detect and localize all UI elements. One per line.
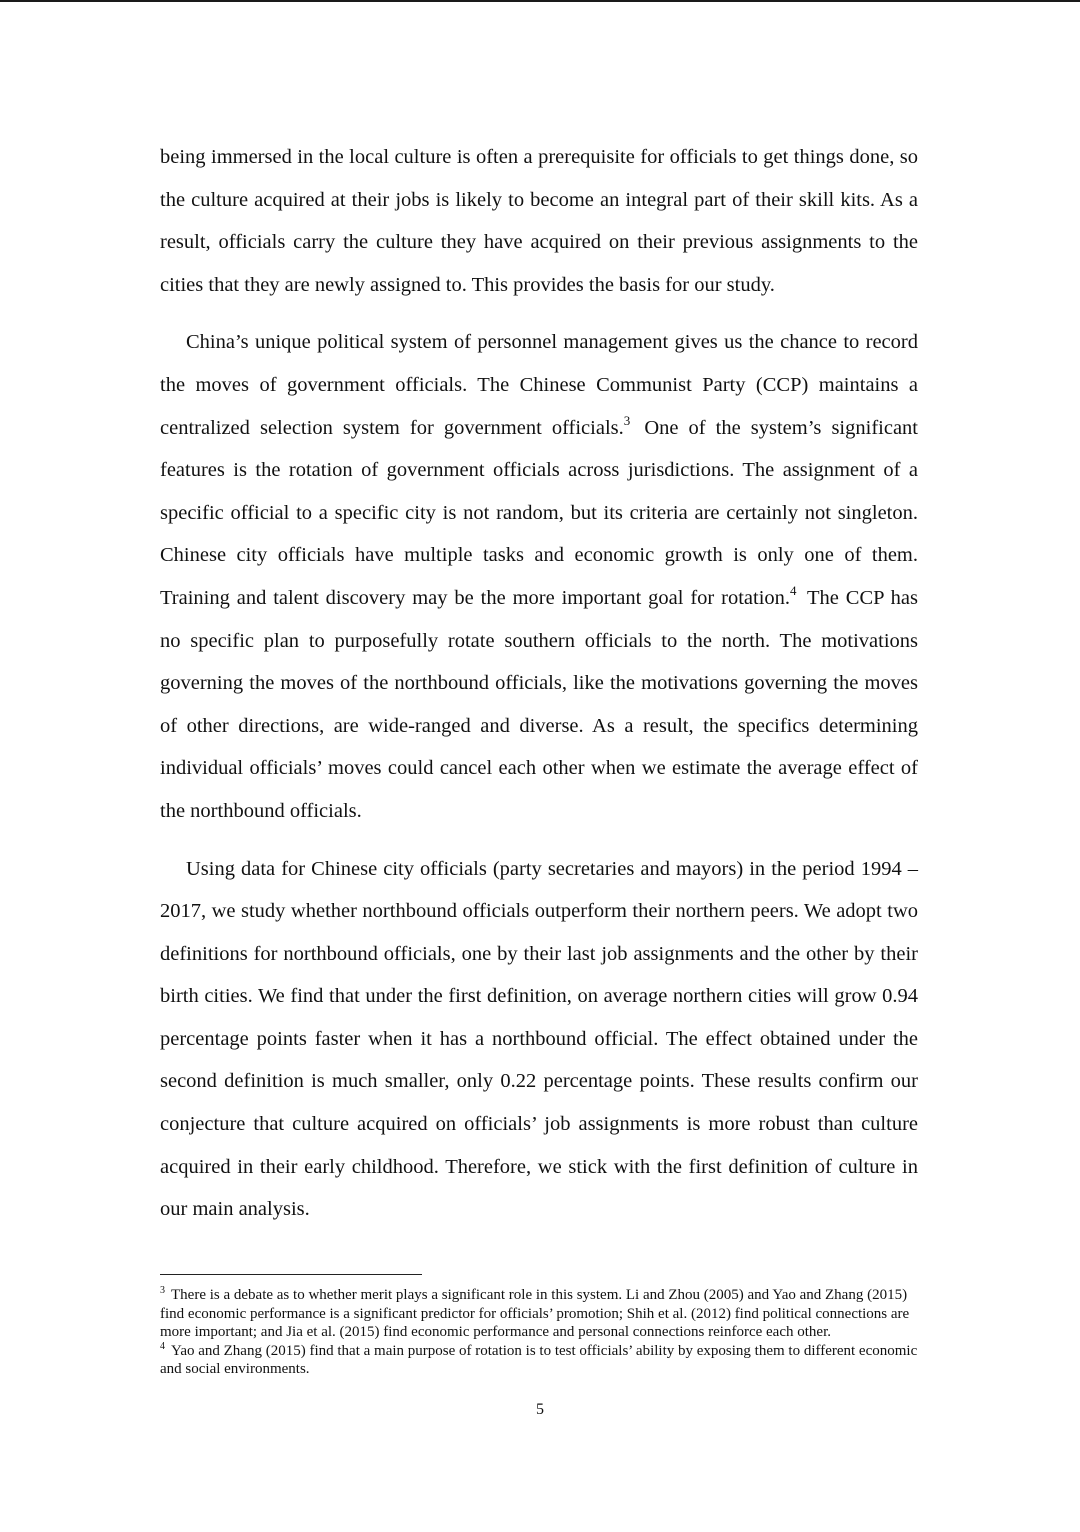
footnote-3-text: There is a debate as to whether merit plays a significant role in this system. Li and Zhou (2005) and Yao and Zhang (2015) find economic performance is a significant predictor for officials’ promotion; Shih et al. (2012) find political connections are more important; and Jia et al. (2015) find economic performance and personal connections reinforce each other. <box>160 1287 910 1341</box>
page-number: 5 <box>536 1401 544 1418</box>
footnotes <box>160 1286 918 1379</box>
footnote-ref-4[interactable]: 4 <box>790 582 797 598</box>
paragraph-2-text-b: One of the system’s significant features is the rotation of government officials across jurisdictions. The assignment of a specific official to a specific city is not random, but its criteria are certainly not singleton. Chinese city officials have multiple tasks and economic growth is only one of them. Training and talent discovery may be the more important goal for rotation. <box>160 416 918 609</box>
paragraph-political-system <box>160 321 918 832</box>
footnote-3-mark: 3 <box>160 1285 165 1296</box>
footnote-4 <box>160 1342 918 1379</box>
paragraph-2-text-c: The CCP has no specific plan to purposefully rotate southern officials to the north. The motivations governing the moves of the northbound officials, like the motivations governing the moves of other directions, are wide-ranged and diverse. As a result, the specifics determining individual officials’ moves could cancel each other when we estimate the average effect of the northbound officials. <box>160 586 918 822</box>
paragraph-continuation <box>160 136 918 306</box>
paragraph-3-text: Using data for Chinese city officials (party secretaries and mayors) in the period 1994 – 2017, we study whether northbound officials outperform their northern peers. We adopt two definitions for northbound officials, one by their last job assignments and the other by their birth cities. We find that under the first definition, on average northern cities will grow 0.94 percentage points faster when it has a northbound official. The effect obtained under the second definition is much smaller, only 0.22 percentage points. These results confirm our conjecture that culture acquired on officials’ job assignments is more robust than culture acquired in their early childhood. Therefore, we stick with the first definition of culture in our main analysis. <box>160 857 918 1221</box>
page-top-border <box>0 0 1080 2</box>
main-body <box>160 136 918 1231</box>
footnote-4-mark: 4 <box>160 1340 165 1352</box>
footnote-4-text: Yao and Zhang (2015) find that a main purpose of rotation is to test officials’ ability by exposing them to different economic and social environments. <box>160 1342 918 1378</box>
paragraph-data-findings <box>160 848 918 1231</box>
footnote-ref-3[interactable]: 3 <box>623 412 631 428</box>
paragraph-2-text-a: China’s unique political system of personnel management gives us the chance to record the moves of government officials. The Chinese Communist Party (CCP) maintains a centralized selection system for government officials. <box>160 331 918 439</box>
footnote-3 <box>160 1286 918 1342</box>
paragraph-1-text: being immersed in the local culture is often a prerequisite for officials to get things done, so the culture acquired at their jobs is likely to become an integral part of their skill kits. As a result, officials carry the culture they have acquired on their previous assignments to the cities that they are newly assigned to. This provides the basis for our study. <box>160 146 918 296</box>
footnote-separator <box>160 1274 422 1275</box>
